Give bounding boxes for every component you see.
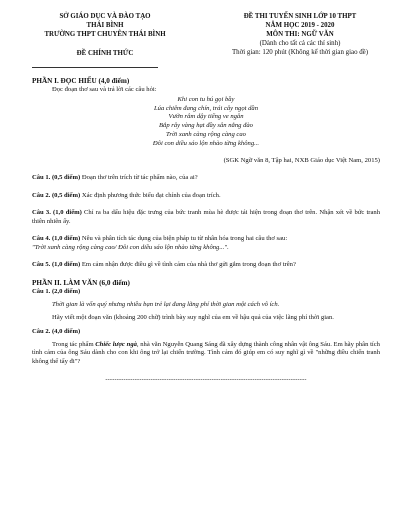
exam-title: ĐỀ THI TUYỂN SINH LỚP 10 THPT	[243, 13, 357, 20]
school-name: TRƯỜNG THPT CHUYÊN THÁI BÌNH	[44, 31, 166, 39]
poem-line: Lúa chiêm đang chín, trái cây ngọt dần	[153, 104, 259, 112]
question-text: Nêu và phân tích tác dụng của biện pháp tu từ nhân hóa trong hai câu thơ sau:	[80, 235, 288, 243]
question-3	[32, 209, 380, 226]
question-5	[32, 261, 380, 270]
question-label: Câu 3. (1,0 điểm)	[32, 209, 82, 217]
essay-question-1-task: Hãy viết một đoạn văn (khoảng 200 chữ) trình bày suy nghĩ của em về hậu quả của việc lãng phí thời gian.	[52, 313, 334, 321]
province-name: THÁI BÌNH	[86, 22, 124, 30]
poem-line: Bắp rây vàng hạt đầy sân nắng đào	[159, 122, 253, 130]
school-year: NĂM HỌC 2019 - 2020	[265, 22, 335, 30]
poem-line: Khi con tu hú gọi bầy	[177, 95, 235, 103]
essay-question-2-label: Câu 2. (4,0 điểm)	[32, 328, 81, 336]
essay-text-b: , nhà văn Nguyễn Quang Sáng đã xây dựng thành công nhân vật ông Sáu. Em hãy phân tích tình cảm của ông Sáu dành cho con khi ông trở lại chiến trường. Tình cảm đó giúp em có suy nghĩ gì về "những điều chiến tranh không thể tẩy đi"?	[32, 340, 380, 365]
question-text: Xác định phương thức biểu đạt chính của đoạn trích.	[80, 191, 221, 199]
end-divider: -----------------------------------------------------------------------------------------	[105, 376, 307, 384]
question-4	[32, 235, 380, 252]
department-name: SỞ GIÁO DỤC VÀ ĐÀO TẠO	[59, 13, 151, 20]
part1-intro: Đọc đoạn thơ sau và trả lời các câu hỏi:	[52, 86, 157, 94]
part1-title: PHẦN I. ĐỌC HIỂU (4,0 điểm)	[32, 77, 130, 85]
question-2	[32, 192, 380, 201]
question-label: Câu 1. (0,5 điểm)	[32, 174, 81, 182]
poem-line: Trời xanh càng rộng càng cao	[166, 130, 246, 138]
poem-line: Đôi con diều sáo lộn nhào từng không...	[152, 139, 260, 147]
official-label: ĐỀ CHÍNH THỨC	[76, 50, 134, 58]
exam-content	[32, 77, 380, 384]
header-underline	[32, 67, 158, 68]
essay-question-1-quote: Thời gian là vốn quý nhưng nhiều bạn trẻ lại đang lãng phí thời gian một cách vô ích.	[52, 300, 280, 308]
poem	[32, 96, 380, 149]
subject: MÔN THI: NGỮ VĂN	[266, 31, 334, 39]
poem-source: (SGK Ngữ văn 8, Tập hai, NXB Giáo dục Việt Nam, 2015)	[223, 156, 380, 164]
question-text: Chỉ ra ba dấu hiệu đặc trưng của bức tranh mùa hè được tái hiện trong đoạn thơ trên. Nhận xét về bức tranh thiên nhiên ấy.	[32, 209, 381, 225]
question-text: Em cảm nhận được điều gì về tình cảm của nhà thơ gửi gắm trong đoạn thơ trên?	[80, 261, 296, 269]
essay-question-1-label: Câu 1. (2,0 điểm)	[32, 288, 81, 296]
header-right	[200, 12, 400, 58]
question-1	[32, 174, 380, 183]
essay-question-2-text	[32, 341, 380, 367]
question-quote: "Trời xanh càng rộng càng cao/ Đôi con diều sáo lộn nhào từng không...".	[32, 243, 229, 251]
poem-line: Vườn râm dậy tiếng ve ngân	[168, 113, 244, 121]
part2-title: PHẦN II. LÀM VĂN (6,0 điểm)	[32, 279, 130, 288]
audience: (Dành cho tất cả các thí sinh)	[259, 40, 341, 48]
question-label: Câu 2. (0,5 điểm)	[32, 191, 81, 199]
header-left	[20, 12, 190, 58]
essay-text-a: Trong tác phẩm	[52, 340, 96, 348]
question-text: Đoạn thơ trên trích từ tác phẩm nào, của ai?	[80, 174, 198, 182]
work-title: Chiếc lược ngà	[95, 340, 137, 348]
question-label: Câu 5. (1,0 điểm)	[32, 261, 81, 269]
time-limit: Thời gian: 120 phút (Không kể thời gian giao đề)	[231, 49, 369, 57]
question-label: Câu 4. (1,0 điểm)	[32, 235, 81, 243]
